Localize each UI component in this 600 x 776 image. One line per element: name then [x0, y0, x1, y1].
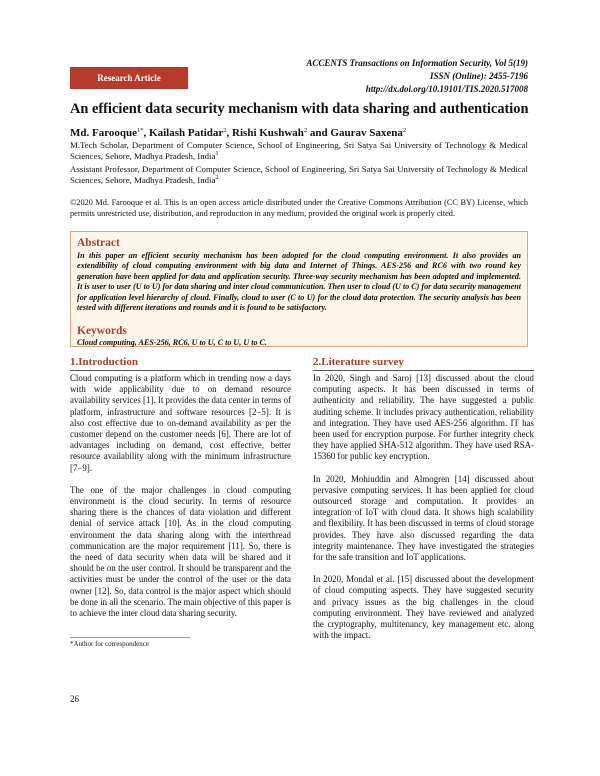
- literature-paragraph: In 2020, Mohiuddin and Almogren [14] discussed about pervasive computing services. It has been applied for cloud outsourced storage and computation. It provides an integration of IoT with cloud data. It shows high scalability and flexibility. It has been discussed in terms of cloud storage provides. They have also discussed regarding the data integrity maintenance. They have investigated the strategies for the safe transition and IoT applications.: [313, 473, 534, 563]
- affiliation-1: M.Tech Scholar, Department of Computer Science, School of Engineering, Sri Satya Sai University of Technology & Medical Sciences, Sehore, Madhya Pradesh, India$^1$: [70, 140, 528, 161]
- abstract-text: In this paper an efficient security mechanism has been adopted for the cloud computing environment. It also provides an extendibility of cloud computing environment with big data and Internet of Things. AES-256 and RC6 with two round key generation have been applied for data and application security. Three-way security mechanism has been adopted and implemented. It is user to user (U to U) for data sharing and inter cloud communication. Then user to cloud (U to C) for data security management for application level hierarchy of cloud. Finally, cloud to user (C to U) for the cloud data protection. The security analysis has been tested with different iterations and rounds and it is found to be satisfactory.: [77, 251, 521, 313]
- author-affil-mark: 2: [303, 127, 308, 134]
- journal-doi[interactable]: http://dx.doi.org/10.19101/TIS.2020.517008: [365, 84, 528, 94]
- footnote: *Author for correspondence: [70, 640, 149, 648]
- keywords-heading: Keywords: [77, 325, 127, 338]
- keywords-text: Cloud computing, AES-256, RC6, U to U, C to U, U to C.: [77, 338, 267, 348]
- author-affil-mark: 2: [223, 127, 227, 134]
- literature-paragraph: In 2020, Mondal et al. [15] discussed about the development of cloud computing aspects. They have suggested security and privacy issues as the big challenges in the cloud computing environment. They have reviewed and analyzed the cryptography, multitenancy, key management etc. along with the impact.: [313, 574, 534, 641]
- footnote-divider: [70, 637, 190, 638]
- article-type-badge: Research Article: [70, 67, 188, 89]
- author-name: Md. Farooque: [70, 127, 138, 139]
- introduction-paragraph: The one of the major challenges in cloud computing environment is the cloud security. In terms of resource sharing there is the chances of data violation and different denial of service attack [10]. As in the cloud computing environment the data sharing along with the interthread communication are the major requirement [11]. So, there is the need of data security when data will be shared and it should be on the user control. It should be transparent and the activities must be under the control of the user or the data owner [12]. So, data control is the major aspect which should be done in all the scenario. The main objective of this paper is to achieve the inter cloud data sharing security.: [70, 484, 291, 619]
- author-name: Gaurav Saxena: [330, 127, 403, 139]
- author-list: Md. Farooque$^{1*}$, Kailash Patidar$^2$, Rishi Kushwah$^2$ and Gaurav Saxena$^2$: [70, 127, 407, 139]
- author-name: Kailash Patidar: [149, 127, 224, 139]
- literature-paragraph: In 2020, Singh and Saroj [13] discussed about the cloud computing aspects. It has been discussed in terms of authenticity and reliability. The have suggested a public auditing scheme. It includes privacy authentication, reliability and integration. They have used AES-256 algorithm. IT has been used for encryption purpose. For further integrity check they have applied SHA-512 algorithm. They have used RSA-15360 for public key encryption.: [313, 373, 534, 462]
- author-affil-mark: 1*: [137, 127, 144, 134]
- journal-issn: ISSN (Online): 2455-7196: [429, 71, 528, 81]
- literature-heading: 2.Literature survey: [313, 356, 534, 371]
- introduction-heading: 1.Introduction: [70, 356, 291, 371]
- affiliation-2: Assistant Professor, Department of Computer Science, School of Engineering, Sri Satya Sai University of Technology & Medical Sciences, Sehore, Madhya Pradesh, India$^2$: [70, 164, 528, 185]
- author-affil-mark: 2: [402, 127, 407, 134]
- copyright-notice: ©2020 Md. Farooque et al. This is an open access article distributed under the Creative Commons Attribution (CC BY) License, which permits unrestricted use, distribution, and reproduction in any medium, provided the original work is properly cited.: [70, 198, 528, 218]
- introduction-paragraph: Cloud computing is a platform which in trending now a days with wide applicability due to on demand resource availability services [1]. It provides the data center in terms of platform, infrastructure and software resources [2−5]. It is also cost effective due to on-demand availability as per the customer depend on the customer needs [6]. There are lot of advantages including on demand, cost effective, better resource availability along with the minimum infrastructure [7−9].: [70, 373, 291, 473]
- left-column: [70, 356, 291, 630]
- abstract-heading: Abstract: [77, 237, 120, 249]
- author-name: Rishi Kushwah: [232, 127, 304, 139]
- abstract-box: [70, 231, 528, 347]
- page-number: 26: [70, 694, 79, 704]
- right-column: [313, 356, 534, 652]
- paper-title: An efficient data security mechanism with data sharing and authentication: [70, 101, 529, 117]
- journal-info: [306, 57, 528, 96]
- journal-name: ACCENTS Transactions on Information Security, Vol 5(19): [306, 58, 528, 68]
